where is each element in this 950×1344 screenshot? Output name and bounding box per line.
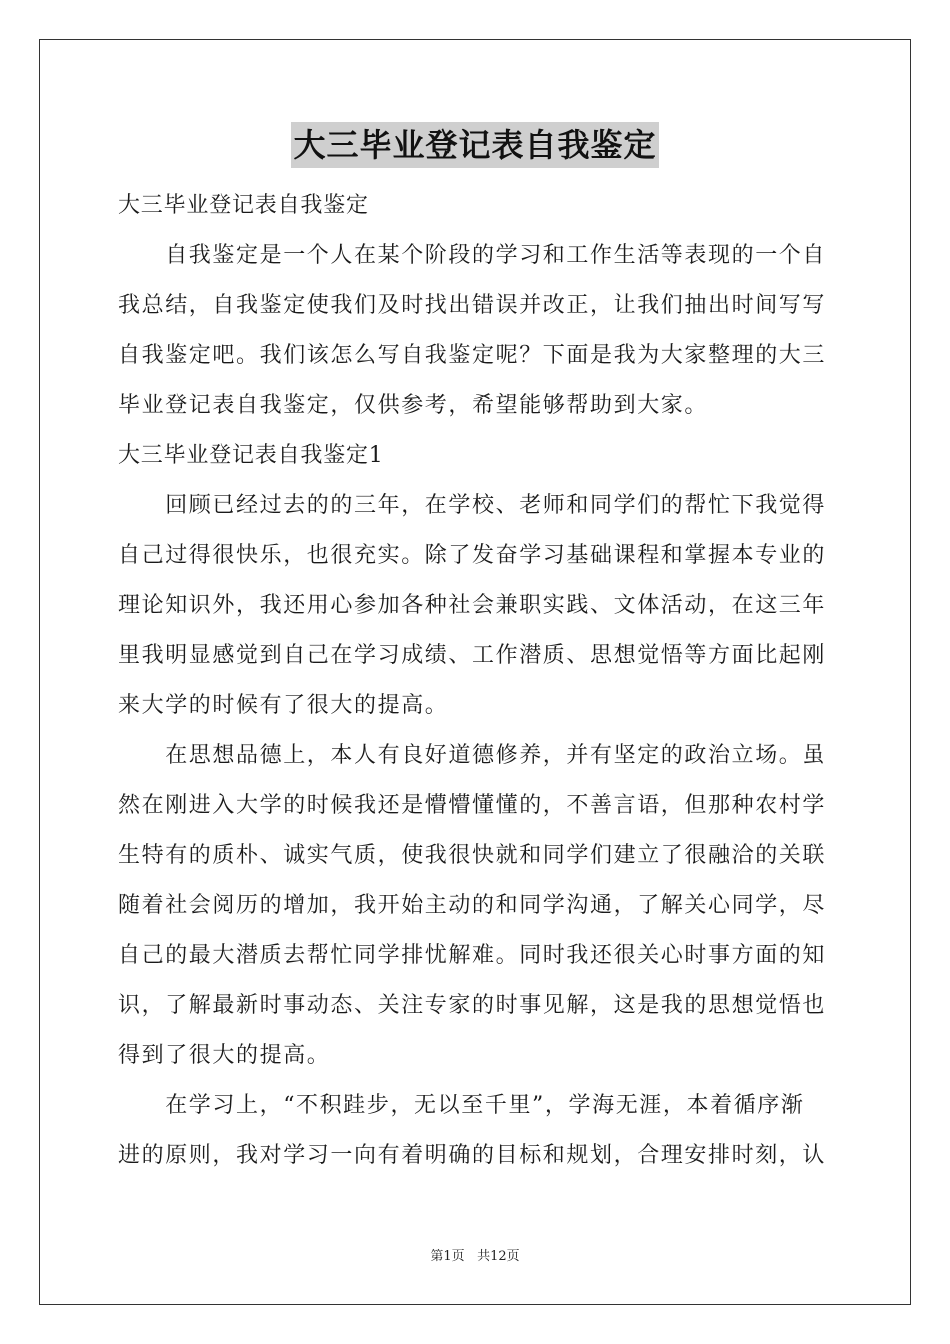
document-title: 大三毕业登记表自我鉴定 xyxy=(291,122,658,168)
body-line: 然在刚进入大学的时候我还是懵懵懂懂的，不善言语，但那种农村学 xyxy=(118,793,827,818)
title-wrap xyxy=(0,122,950,168)
body-line: 进的原则，我对学习一向有着明确的目标和规划，合理安排时刻，认 xyxy=(118,1143,827,1168)
body-line: 自我鉴定是一个人在某个阶段的学习和工作生活等表现的一个自 xyxy=(118,243,827,268)
body-line: 回顾已经过去的的三年，在学校、老师和同学们的帮忙下我觉得 xyxy=(118,493,827,518)
page-number: 第1页 xyxy=(430,1249,465,1264)
body-line: 来大学的时候有了很大的提高。 xyxy=(118,693,449,718)
section-heading: 大三毕业登记表自我鉴定1 xyxy=(118,443,384,468)
document-body xyxy=(118,181,834,1181)
body-line: 随着社会阅历的增加，我开始主动的和同学沟通，了解关心同学，尽 xyxy=(118,893,827,918)
body-line: 理论知识外，我还用心参加各种社会兼职实践、文体活动，在这三年 xyxy=(118,593,827,618)
body-line: 自己的最大潜质去帮忙同学排忧解难。同时我还很关心时事方面的知 xyxy=(118,943,827,968)
page-total: 共12页 xyxy=(477,1249,520,1264)
body-line: 我总结，自我鉴定使我们及时找出错误并改正，让我们抽出时间写写 xyxy=(118,293,827,318)
body-line: 在学习上，“不积跬步，无以至千里”，学海无涯，本着循序渐 xyxy=(118,1093,805,1118)
body-line: 自我鉴定吧。我们该怎么写自我鉴定呢？下面是我为大家整理的大三 xyxy=(118,343,827,368)
page-footer xyxy=(0,1248,950,1266)
body-line: 里我明显感觉到自己在学习成绩、工作潜质、思想觉悟等方面比起刚 xyxy=(118,643,827,668)
body-line: 毕业登记表自我鉴定，仅供参考，希望能够帮助到大家。 xyxy=(118,393,709,418)
body-line: 自己过得很快乐，也很充实。除了发奋学习基础课程和掌握本专业的 xyxy=(118,543,827,568)
body-line: 得到了很大的提高。 xyxy=(118,1043,331,1068)
body-line: 在思想品德上，本人有良好道德修养，并有坚定的政治立场。虽 xyxy=(118,743,827,768)
body-line: 生特有的质朴、诚实气质，使我很快就和同学们建立了很融洽的关联 xyxy=(118,843,827,868)
section-heading: 大三毕业登记表自我鉴定 xyxy=(118,193,369,218)
body-line: 识，了解最新时事动态、关注专家的时事见解，这是我的思想觉悟也 xyxy=(118,993,827,1018)
